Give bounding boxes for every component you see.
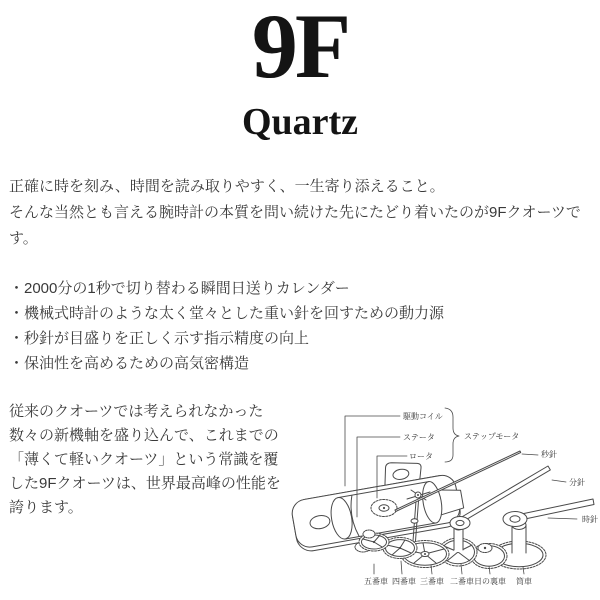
label-hour-wheel: 筒車 — [516, 577, 532, 586]
feature-item: ・保油性を高めるための高気密構造 — [9, 355, 250, 372]
description-line: 「薄くて軽いクオーツ」という常識を覆 — [9, 451, 279, 468]
label-second-hand: 秒針 — [541, 450, 557, 459]
intro-line: そんな当然とも言える腕時計の本質を問い続けた先にたどり着いたのが9Fクオーツで — [9, 204, 581, 221]
intro-line: す。 — [9, 230, 38, 247]
rotor-gear — [371, 500, 397, 517]
page-title: 9F — [251, 0, 349, 97]
label-third-wheel: 三番車 — [420, 577, 444, 586]
label-fifth-wheel: 五番車 — [364, 577, 388, 586]
intro-paragraph — [9, 174, 581, 252]
label-second-wheel: 二番車 — [450, 577, 474, 586]
movement-diagram — [290, 395, 600, 600]
label-stator: ステータ — [403, 433, 435, 442]
brace — [445, 408, 459, 462]
label-hour-hand: 時針 — [582, 515, 598, 524]
label-step-motor: ステップモータ — [464, 432, 520, 441]
hour-hand — [503, 499, 594, 527]
feature-item: ・秒針が目盛りを正しく示す指示精度の向上 — [9, 330, 310, 347]
label-rotor: ロータ — [409, 452, 433, 461]
description-line: 従来のクオーツでは考えられなかった — [9, 403, 264, 420]
label-minute-wheel: 日の裏車 — [474, 577, 506, 586]
label-drive-coil: 駆動コイル — [403, 412, 443, 421]
label-fourth-wheel: 四番車 — [392, 577, 416, 586]
label-minute-hand: 分針 — [569, 478, 585, 487]
feature-item: ・2000分の1秒で切り替わる瞬間日送りカレンダー — [9, 280, 350, 297]
minute-hand — [450, 466, 550, 530]
description-line: 誇ります。 — [9, 499, 83, 516]
page-subtitle: Quartz — [241, 101, 359, 143]
description-line: 数々の新機軸を盛り込んで、これまでの — [9, 427, 279, 444]
feature-list — [9, 276, 444, 376]
feature-item: ・機械式時計のような太く堂々とした重い針を回すための動力源 — [9, 305, 445, 322]
description-paragraph — [9, 400, 281, 520]
description-line: した9Fクオーツは、世界最高峰の性能を — [9, 475, 281, 492]
intro-line: 正確に時を刻み、時間を読み取りやすく、一生寄り添えること。 — [9, 178, 445, 195]
